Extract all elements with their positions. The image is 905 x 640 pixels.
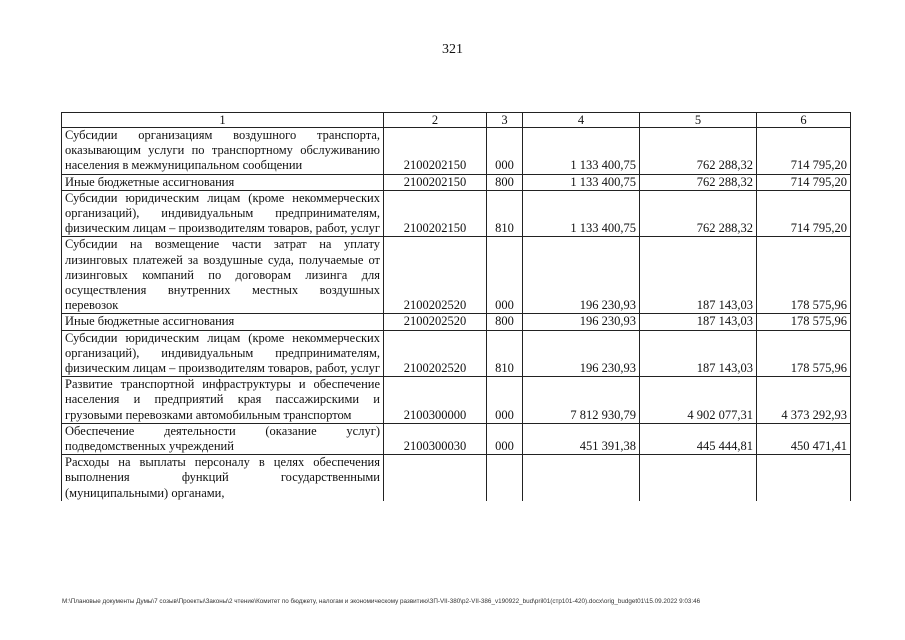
row-type-cell: 000 [487, 423, 523, 454]
table-row [62, 128, 851, 175]
row-code-cell: 2100202520 [384, 314, 487, 330]
row-value-cell: 714 795,20 [757, 190, 851, 237]
row-value-cell: 762 288,32 [640, 174, 757, 190]
row-type-cell: 810 [487, 190, 523, 237]
row-value-cell: 196 230,93 [523, 330, 640, 377]
row-name-cell: Субсидии юридическим лицам (кроме некоммерческих организаций), индивидуальным предпринимателям, физическим лицам – производителям товаров, работ, услуг [62, 330, 384, 377]
header-cell: 2 [384, 113, 487, 128]
row-name-cell: Иные бюджетные ассигнования [62, 174, 384, 190]
row-value-cell: 450 471,41 [757, 423, 851, 454]
table-header-row [62, 113, 851, 128]
row-value-cell [523, 455, 640, 501]
row-value-cell: 762 288,32 [640, 190, 757, 237]
row-name-cell: Иные бюджетные ассигнования [62, 314, 384, 330]
row-name-cell: Расходы на выплаты персоналу в целях обеспечения выполнения функций государственными (муниципальными) органами, [62, 455, 384, 501]
table-row [62, 190, 851, 237]
header-cell: 6 [757, 113, 851, 128]
row-value-cell: 1 133 400,75 [523, 190, 640, 237]
row-type-cell: 000 [487, 237, 523, 314]
row-type-cell: 810 [487, 330, 523, 377]
row-type-cell: 800 [487, 174, 523, 190]
row-value-cell: 178 575,96 [757, 237, 851, 314]
row-value-cell: 1 133 400,75 [523, 174, 640, 190]
row-value-cell [757, 455, 851, 501]
row-code-cell: 2100202520 [384, 330, 487, 377]
row-code-cell: 2100202520 [384, 237, 487, 314]
row-value-cell [640, 455, 757, 501]
header-cell: 3 [487, 113, 523, 128]
row-value-cell: 187 143,03 [640, 314, 757, 330]
table-row [62, 423, 851, 454]
row-name-cell: Развитие транспортной инфраструктуры и обеспечение населения и предприятий края пассажирскими и грузовыми перевозками автомобильным транспортом [62, 377, 384, 424]
row-value-cell: 1 133 400,75 [523, 128, 640, 175]
row-value-cell: 7 812 930,79 [523, 377, 640, 424]
header-cell: 4 [523, 113, 640, 128]
row-type-cell: 800 [487, 314, 523, 330]
page-number: 321 [442, 42, 463, 57]
row-code-cell: 2100300030 [384, 423, 487, 454]
row-value-cell: 762 288,32 [640, 128, 757, 175]
row-code-cell: 2100300000 [384, 377, 487, 424]
header-cell: 1 [62, 113, 384, 128]
row-value-cell: 196 230,93 [523, 314, 640, 330]
row-value-cell: 451 391,38 [523, 423, 640, 454]
row-value-cell: 714 795,20 [757, 174, 851, 190]
row-value-cell: 196 230,93 [523, 237, 640, 314]
row-value-cell: 4 373 292,93 [757, 377, 851, 424]
table-row [62, 330, 851, 377]
row-value-cell: 4 902 077,31 [640, 377, 757, 424]
budget-table-body [62, 113, 851, 501]
row-name-cell: Субсидии юридическим лицам (кроме некоммерческих организаций), индивидуальным предпринимателям, физическим лицам – производителям товаров, работ, услуг [62, 190, 384, 237]
row-value-cell: 178 575,96 [757, 314, 851, 330]
row-code-cell: 2100202150 [384, 174, 487, 190]
row-value-cell: 187 143,03 [640, 237, 757, 314]
row-value-cell: 178 575,96 [757, 330, 851, 377]
row-code-cell [384, 455, 487, 501]
row-code-cell: 2100202150 [384, 190, 487, 237]
table-row [62, 237, 851, 314]
table-row [62, 314, 851, 330]
row-name-cell: Обеспечение деятельности (оказание услуг) подведомственных учреждений [62, 423, 384, 454]
table-row [62, 174, 851, 190]
budget-table [61, 112, 851, 501]
row-value-cell: 187 143,03 [640, 330, 757, 377]
header-cell: 5 [640, 113, 757, 128]
row-type-cell: 000 [487, 128, 523, 175]
row-code-cell: 2100202150 [384, 128, 487, 175]
row-type-cell [487, 455, 523, 501]
row-name-cell: Субсидии организациям воздушного транспорта, оказывающим услуги по транспортному обслуживанию населения в межмуниципальном сообщении [62, 128, 384, 175]
row-value-cell: 714 795,20 [757, 128, 851, 175]
row-name-cell: Субсидии на возмещение части затрат на уплату лизинговых платежей за воздушные суда, получаемые от лизинговых компаний по договорам лизинга для осуществления внутренних местных воздушных перевозок [62, 237, 384, 314]
footer-file-path: M:\Плановые документы Думы\7 созыв\Проекты\Законы\2 чтение\Комитет по бюджету, налогам и экономическому развитию\ЗП-VII-380\р2-VII-386_v190922_bud\pril01(стр101-420).docx\orig_budget01\15.09.2022 9:03:46 [62, 598, 701, 605]
table-row [62, 377, 851, 424]
table-row [62, 455, 851, 501]
row-value-cell: 445 444,81 [640, 423, 757, 454]
row-type-cell: 000 [487, 377, 523, 424]
